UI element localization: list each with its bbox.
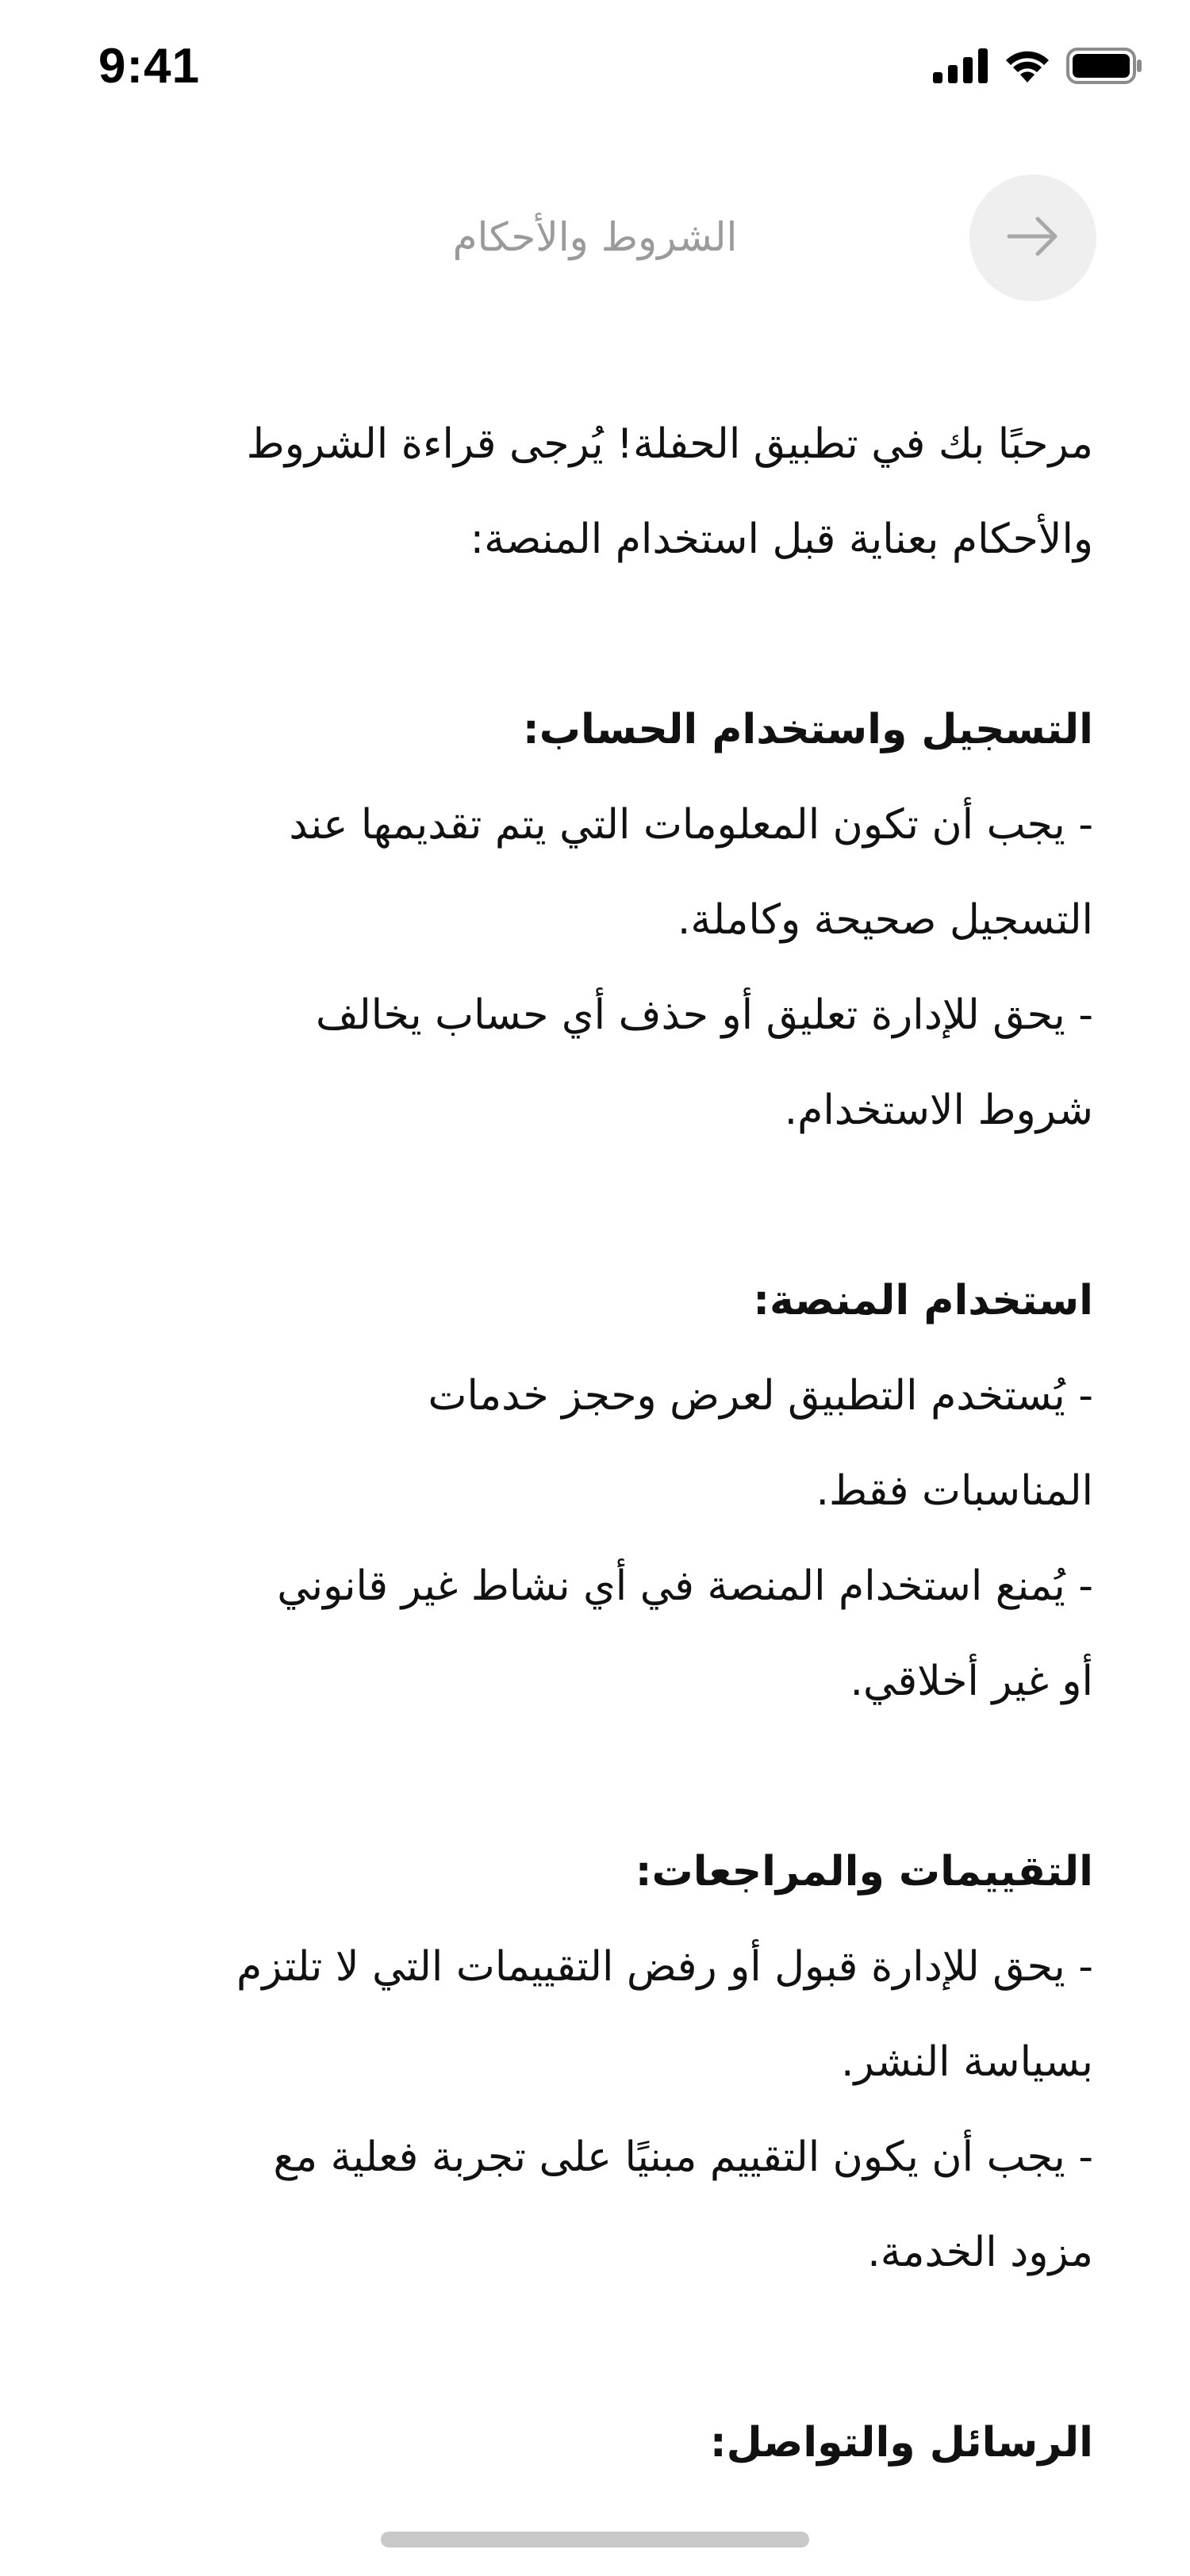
home-indicator[interactable] bbox=[381, 2532, 809, 2547]
section-line: المناسبات فقط. bbox=[816, 1467, 1093, 1515]
back-button[interactable] bbox=[969, 174, 1096, 301]
section-line: مزود الخدمة. bbox=[867, 2229, 1093, 2276]
page-title: الشروط والأحكام bbox=[452, 214, 738, 260]
section-line: - يجب أن يكون التقييم مبنيًا على تجربة فعلية مع bbox=[273, 2133, 1093, 2181]
status-time: 9:41 bbox=[98, 39, 201, 94]
section-line: - يحق للإدارة تعليق أو حذف أي حساب يخالف bbox=[315, 991, 1093, 1039]
cellular-signal-icon bbox=[933, 48, 988, 86]
status-icons bbox=[933, 48, 1142, 87]
section-line: بسياسة النشر. bbox=[841, 2038, 1093, 2086]
arrow-right-icon bbox=[1006, 214, 1060, 262]
section-heading: التسجيل واستخدام الحساب: bbox=[522, 706, 1093, 753]
section-heading: التقييمات والمراجعات: bbox=[635, 1848, 1093, 1896]
battery-icon bbox=[1066, 48, 1142, 87]
intro-line: مرحبًا بك في تطبيق الحفلة! يُرجى قراءة الشروط bbox=[246, 420, 1093, 468]
section-spacer bbox=[95, 1158, 1093, 1253]
status-bar bbox=[0, 0, 1190, 135]
section-line: - يجب أن تكون المعلومات التي يتم تقديمها عند bbox=[289, 801, 1093, 849]
section-line: شروط الاستخدام. bbox=[784, 1087, 1093, 1134]
section-heading: الرسائل والتواصل: bbox=[709, 2419, 1093, 2467]
header bbox=[0, 167, 1190, 301]
section-spacer bbox=[95, 587, 1093, 682]
section-heading: استخدام المنصة: bbox=[753, 1277, 1093, 1324]
intro-line: والأحكام بعناية قبل استخدام المنصة: bbox=[470, 516, 1093, 563]
section-line: التسجيل صحيحة وكاملة. bbox=[677, 896, 1093, 944]
wifi-icon bbox=[1003, 48, 1052, 87]
section-line: - يحق للإدارة قبول أو رفض التقييمات التي لا تلتزم bbox=[236, 1943, 1093, 1991]
section-line: - يُستخدم التطبيق لعرض وحجز خدمات bbox=[428, 1372, 1093, 1420]
terms-content bbox=[95, 397, 1093, 2467]
section-spacer bbox=[95, 1729, 1093, 1824]
section-line: أو غير أخلاقي. bbox=[850, 1658, 1093, 1705]
section-spacer bbox=[95, 2300, 1093, 2395]
section-line: - يُمنع استخدام المنصة في أي نشاط غير قانوني bbox=[277, 1562, 1093, 1610]
